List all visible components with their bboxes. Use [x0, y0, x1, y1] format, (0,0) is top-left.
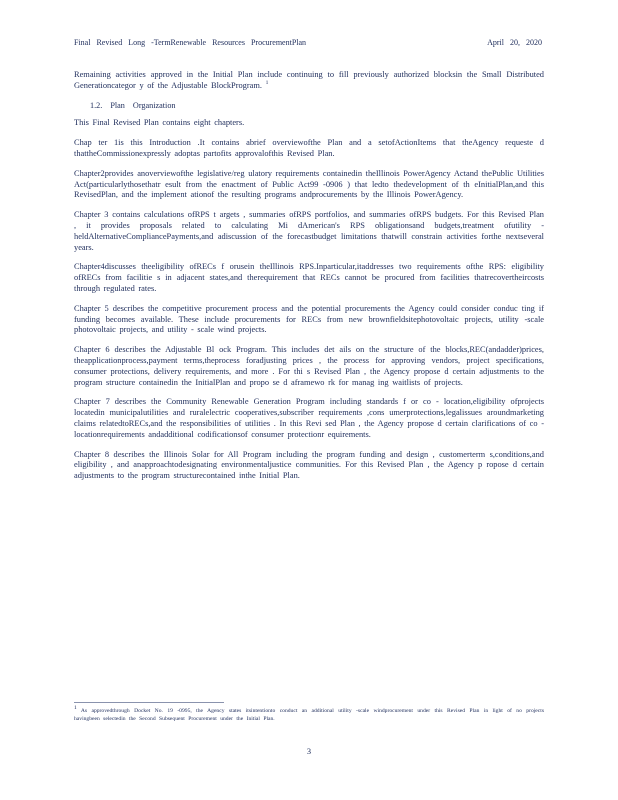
document-date: April 20, 2020	[487, 38, 542, 47]
intro-paragraph	[74, 70, 544, 92]
footnote	[74, 707, 544, 723]
footnote-divider	[74, 702, 224, 703]
section-heading: 1.2. Plan Organization	[90, 100, 176, 110]
paragraph-chapter-5: Chapter 5 describes the competitive procurement process and the potential procurements the Agency could consider conduc ting if funding becomes available. These include procurements for RECs from new brownfieldsitephotovoltaic projects, utility -scale photovoltaic projects, and utility - scale wind projects.	[74, 303, 544, 335]
footnote-reference: 1	[265, 80, 269, 86]
paragraph-chapter-6: Chapter 6 describes the Adjustable Bl ock Program. This includes det ails on the structure of the blocks,REC(andadder)prices, theapplicationprocess,payment terms,theprocess foradjusting prices , the process for approving vendors, project specifications, consumer protections, delivery requirements, and more . For thi s Revised Plan , the Agency propose d certain adjustments to the program structure containedin the InitialPlan and propo se d aframewo rk for manag ing waitlists of projects.	[74, 345, 544, 387]
paragraph-chapter-3: Chapter 3 contains calculations ofRPS t argets , summaries ofRPS portfolios, and summaries ofRPS budgets. For this Revised Plan , it provides proposals related to calculating Mi dAmerican's RPS obligationsand budgets,treatment ofutility -heldAlternativeCompliancePayments,and adiscussion of the forecastbudget limitations thatwill constrain activities forthe nextseveral years.	[74, 210, 544, 252]
page-body	[74, 70, 544, 491]
paragraph-chapter-7: Chapter 7 describes the Community Renewable Generation Program including standards f or co - location,eligibility ofprojects locatedin municipalutilities and ruralelectric cooperatives,subscriber requirements ,cons umerprotections,legalissues aroundmarketing claims relatedtoRECs,and the responsibilities of utilities . In this Revi sed Plan , the Agency propose d certain clarifications of co - locationrequirements andadditional codificationsof consumer protectionr equirements.	[74, 397, 544, 439]
page-number: 3	[306, 747, 312, 756]
paragraph-chapter-2: Chapter2provides anoverviewofthe legislative/reg ulatory requirements containedin theIllinois PowerAgency Actand thePublic Utilities Act(particularlythosethatr esult from the enactment of Public Act99 -0906 ) that ledto thedevelopment of th eInitialPlan,and this RevisedPlan, and the implement ationof the resulting programs andprocurements by the Illinois PowerAgency.	[74, 168, 544, 200]
page-header	[74, 38, 542, 47]
paragraph-chapter-1: Chap ter 1is this Introduction .It contains abrief overviewofthe Plan and a setofActionItems that theAgency requeste d thattheCommissionexpressly adoptas partofits approvalofthis Revised Plan.	[74, 138, 544, 158]
paragraph-chapter-4: Chapter4discusses theeligibility ofRECs f orusein theIllinois RPS.Inparticular,itaddresses two requirements ofthe RPS: eligibility ofRECs from facilitie s in adjacent states,and therequirement that RECs cannot be procured from facilities thatrecovertheircosts through regulated rates.	[74, 262, 544, 293]
footnote-text: As approvedthrough Docket No. 19 -0995, the Agency states itsintentionto conduct an additional utility -scale windprocurement under this Revised Plan in light of no projects havingbeen selectedin the Second Subsequent Procurement under the Initial Plan.	[74, 708, 544, 722]
document-title: Final Revised Long -TermRenewable Resources ProcurementPlan	[74, 38, 307, 47]
footnote-marker: 1	[74, 705, 77, 712]
paragraph-chapter-8: Chapter 8 describes the Illinois Solar for All Program including the program funding and design , customerterm s,conditions,and eligibility , and anapproachtodesignating environmentaljustice communities. For this Revised Plan , the Agency p ropose d certain adjustments to the program structurecontained inthe Initial Plan.	[74, 449, 544, 481]
paragraph-chapters-count: This Final Revised Plan contains eight chapters.	[74, 118, 245, 128]
intro-text: Remaining activities approved in the Initial Plan include continuing to fill previously authorized blocksin the Small Distributed Generationcategor y of the Adjustable BlockProgram.	[74, 70, 544, 90]
